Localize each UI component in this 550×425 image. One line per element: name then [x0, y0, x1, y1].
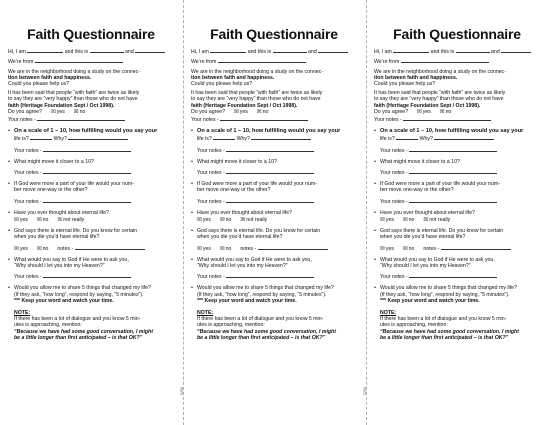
- question-3: [191, 181, 357, 193]
- yes-option: yes: [385, 217, 394, 224]
- why-label: Why?: [53, 136, 67, 143]
- not-really-option: not really: [246, 217, 268, 224]
- intro-hi-label: Hi, I am: [8, 49, 26, 55]
- note-text: If there has been a lot of dialogue and you know 5 min-: [14, 316, 141, 323]
- question-text: On a scale of 1 – 10, how fulfilling would you say your: [197, 128, 341, 135]
- yes-option: yes: [19, 217, 28, 224]
- notes-blank[interactable]: [43, 168, 131, 174]
- question-text: (If they ask, “how long”, respond by saying, “5 minutes”).: [380, 291, 510, 298]
- notes-blank[interactable]: [220, 115, 308, 121]
- checkbox-icon[interactable]: ☒: [423, 217, 429, 224]
- claim-text: It has been said that people “with faith” are twice as likely: [374, 90, 506, 97]
- note-quote-text: “Because we have had some good conversation, I might: [197, 328, 336, 335]
- answer-blank[interactable]: [68, 134, 128, 140]
- question-text: God says there is eternal life. Do you know for certain: [380, 228, 504, 235]
- notes-blank[interactable]: [441, 244, 511, 250]
- bullet-icon: •: [191, 128, 193, 135]
- bullet-icon: •: [374, 256, 376, 263]
- name-blank[interactable]: [27, 47, 63, 53]
- from-blank[interactable]: [35, 57, 123, 63]
- notes-label: Your notes -: [197, 274, 225, 281]
- notes-label: Your notes -: [197, 198, 225, 205]
- claim-text: It has been said that people “with faith” are twice as likely: [8, 90, 140, 97]
- question-text: God says there is eternal life. Do you know for certain: [197, 228, 321, 235]
- question-text: Have you ever thought about eternal life?: [197, 209, 292, 216]
- question-text: Have you ever thought about eternal life?: [380, 209, 475, 216]
- answer-blank[interactable]: [213, 134, 235, 140]
- question-1: [374, 128, 540, 142]
- question-text: God says there is eternal life. Do you know for certain: [14, 228, 138, 235]
- question-7: [191, 285, 357, 304]
- question-7: [8, 285, 174, 304]
- help-request-text: Could you please help us?: [374, 81, 436, 87]
- bullet-icon: •: [8, 285, 10, 292]
- no-option: no: [42, 217, 49, 224]
- notes-blank[interactable]: [409, 272, 497, 278]
- question-2: [8, 159, 174, 165]
- bullet-icon: •: [374, 228, 376, 235]
- notes-line: [14, 168, 174, 176]
- bullet-icon: •: [8, 158, 10, 165]
- note-quote-text: be a little longer than first anticipated – is that OK?”: [380, 334, 509, 341]
- agree-question: Do you agree?: [8, 108, 43, 115]
- intro-line: [191, 47, 357, 55]
- checkbox-icon[interactable]: ☒: [219, 245, 225, 252]
- card-title: Faith Questionnaire: [27, 26, 155, 42]
- checkbox-icon[interactable]: ☒: [36, 245, 42, 252]
- note-text: utes is approaching, mention:: [14, 322, 82, 329]
- answer-blank[interactable]: [396, 134, 418, 140]
- note-text: If there has been a lot of dialogue and you know 5 min-: [380, 316, 507, 323]
- question-6: [8, 257, 174, 269]
- notes-label: Your notes -: [380, 147, 408, 154]
- question-text: What would you say to God if He were to ask you,: [380, 256, 495, 263]
- note-body: [14, 316, 174, 328]
- notes-label: Your notes -: [191, 117, 219, 124]
- question-text: What would you say to God if He were to ask you,: [14, 256, 129, 263]
- from-blank[interactable]: [401, 57, 489, 63]
- name-blank[interactable]: [135, 47, 165, 53]
- checkbox-icon[interactable]: ☒: [50, 108, 56, 115]
- notes-blank[interactable]: [43, 146, 131, 152]
- question-6: [374, 257, 540, 269]
- checkbox-icon[interactable]: ☒: [233, 108, 239, 115]
- question-2: [191, 159, 357, 165]
- yes-option: yes: [239, 108, 248, 115]
- checkbox-icon[interactable]: ☒: [57, 217, 63, 224]
- name-blank[interactable]: [393, 47, 429, 53]
- form-code: [0, 387, 1, 395]
- question-text: life is?: [380, 136, 395, 143]
- intro-paragraph: [374, 69, 540, 88]
- form-code: 0203: [363, 387, 367, 395]
- question-text: life is?: [197, 136, 212, 143]
- note-heading: NOTE:: [380, 310, 397, 317]
- from-line: [191, 57, 357, 65]
- question-1: [191, 128, 357, 142]
- bullet-icon: •: [191, 228, 193, 235]
- notes-line: [380, 197, 540, 205]
- question-text: Would you allow me to share 5 things that changed my life?: [197, 285, 334, 292]
- question-5: [8, 228, 174, 240]
- notes-line: [8, 115, 174, 123]
- no-option: no: [408, 217, 415, 224]
- question-text: What might move it closer to a 10?: [197, 158, 277, 165]
- note-quote-text: “Because we have had some good conversation, I might: [380, 328, 519, 335]
- options-line: [380, 244, 540, 252]
- card-title: Faith Questionnaire: [210, 26, 338, 42]
- checkbox-icon[interactable]: ☒: [240, 217, 246, 224]
- notes-blank[interactable]: [43, 197, 131, 203]
- intro-paragraph: [8, 69, 174, 88]
- from-label: We’re from: [374, 59, 400, 66]
- questionnaire-card: [8, 0, 174, 425]
- yes-option: yes: [422, 108, 431, 115]
- question-4: [191, 210, 357, 216]
- reminder-text: *** Keep your word and watch your time.: [197, 297, 297, 304]
- intro-hi-label: Hi, I am: [191, 49, 209, 55]
- note-quote: [197, 329, 357, 341]
- notes-line: [197, 197, 357, 205]
- claim-source: faith (Heritage Foundation Sept / Oct 1998).: [8, 102, 115, 109]
- checkbox-icon[interactable]: ☒: [14, 217, 19, 224]
- notes-line: [380, 272, 540, 280]
- from-label: We’re from: [191, 59, 217, 66]
- not-really-option: not really: [63, 217, 85, 224]
- notes-label: notes -: [57, 245, 74, 252]
- no-option: no: [225, 217, 232, 224]
- notes-line: [197, 168, 357, 176]
- no-option: no: [42, 245, 49, 252]
- bullet-icon: •: [374, 128, 376, 135]
- notes-label: Your notes -: [14, 198, 42, 205]
- question-4: [8, 210, 174, 216]
- checkbox-icon[interactable]: ☒: [402, 217, 408, 224]
- intro-text: We are in the neighborhood doing a study on the connec-: [374, 68, 506, 75]
- claim-source: faith (Heritage Foundation Sept / Oct 1998).: [191, 102, 298, 109]
- notes-label: Your notes -: [380, 198, 408, 205]
- checkbox-icon[interactable]: ☒: [416, 108, 422, 115]
- checkbox-icon[interactable]: ☒: [36, 217, 42, 224]
- question-text: What would you say to God if He were to ask you,: [197, 256, 312, 263]
- bullet-icon: •: [374, 181, 376, 188]
- note-quote: [14, 329, 174, 341]
- bullet-icon: •: [191, 181, 193, 188]
- notes-line: [14, 272, 174, 280]
- question-text: when you die you’d have eternal life?: [380, 234, 466, 241]
- note-quote-text: be a little longer than first anticipated – is that OK?”: [197, 334, 326, 341]
- question-text: On a scale of 1 – 10, how fulfilling would you say your: [14, 128, 158, 135]
- question-text: What might move it closer to a 10?: [380, 158, 460, 165]
- notes-blank[interactable]: [226, 272, 314, 278]
- question-1: [8, 128, 174, 142]
- intro-text-bold: tion between faith and happiness.: [191, 74, 275, 81]
- question-7: [374, 285, 540, 304]
- intro-and-label: and: [308, 49, 317, 55]
- note-body: [380, 316, 540, 328]
- questionnaire-card: [363, 0, 540, 425]
- note-heading: NOTE:: [14, 310, 31, 317]
- name-blank[interactable]: [501, 47, 531, 53]
- answer-blank[interactable]: [30, 134, 52, 140]
- notes-label: Your notes -: [197, 170, 225, 177]
- question-4: [374, 210, 540, 216]
- question-2: [374, 159, 540, 165]
- question-3: [8, 181, 174, 193]
- not-really-option: not really: [429, 217, 451, 224]
- bullet-icon: •: [374, 158, 376, 165]
- bullet-icon: •: [8, 209, 10, 216]
- question-text: If God were more a part of your life would your num-: [380, 181, 500, 188]
- notes-line: [380, 146, 540, 154]
- intro-paragraph: [191, 69, 357, 88]
- question-6: [191, 257, 357, 269]
- bullet-icon: •: [374, 209, 376, 216]
- question-text: Would you allow me to share 5 things that changed my life?: [380, 285, 517, 292]
- question-text: life is?: [14, 136, 29, 143]
- checkbox-icon[interactable]: ☒: [380, 245, 385, 252]
- claim-paragraph: [191, 90, 357, 109]
- notes-label: Your notes -: [197, 147, 225, 154]
- note-quote-text: “Because we have had some good conversation, I might: [14, 328, 153, 335]
- notes-line: [380, 168, 540, 176]
- notes-blank[interactable]: [403, 115, 491, 121]
- name-blank[interactable]: [210, 47, 246, 53]
- claim-text: to say they are “very happy” than those who do not have: [8, 96, 138, 103]
- notes-blank[interactable]: [43, 272, 131, 278]
- notes-label: Your notes -: [14, 274, 42, 281]
- notes-label: notes -: [423, 245, 440, 252]
- bullet-icon: •: [191, 158, 193, 165]
- checkbox-icon[interactable]: ☒: [73, 108, 79, 115]
- notes-label: Your notes -: [8, 117, 36, 124]
- question-text: If God were more a part of your life would your num-: [14, 181, 134, 188]
- note-quote-text: be a little longer than first anticipated – is that OK?”: [14, 334, 143, 341]
- notes-line: [191, 115, 357, 123]
- claim-source: faith (Heritage Foundation Sept / Oct 1998).: [374, 102, 481, 109]
- name-blank[interactable]: [273, 47, 307, 53]
- from-line: [8, 57, 174, 65]
- question-text: What might move it closer to a 10?: [14, 158, 94, 165]
- checkbox-icon[interactable]: ☒: [219, 217, 225, 224]
- notes-blank[interactable]: [409, 168, 497, 174]
- question-text: Would you allow me to share 5 things that changed my life?: [14, 285, 151, 292]
- claim-paragraph: [8, 90, 174, 109]
- yes-option: yes: [385, 245, 394, 252]
- intro-text: We are in the neighborhood doing a study on the connec-: [191, 68, 323, 75]
- notes-blank[interactable]: [409, 197, 497, 203]
- intro-this-label: and this is: [430, 49, 455, 55]
- note-text: If there has been a lot of dialogue and you know 5 min-: [197, 316, 324, 323]
- yes-option: yes: [202, 245, 211, 252]
- note-heading: NOTE:: [197, 310, 214, 317]
- notes-label: Your notes -: [374, 117, 402, 124]
- notes-blank[interactable]: [75, 244, 145, 250]
- intro-text-bold: tion between faith and happiness.: [374, 74, 458, 81]
- intro-hi-label: Hi, I am: [374, 49, 392, 55]
- question-3: [374, 181, 540, 193]
- checkbox-icon[interactable]: ☒: [402, 245, 408, 252]
- claim-paragraph: [374, 90, 540, 109]
- notes-blank[interactable]: [226, 146, 314, 152]
- note-text: utes is approaching, mention:: [197, 322, 265, 329]
- intro-this-label: and this is: [64, 49, 89, 55]
- notes-line: [197, 146, 357, 154]
- question-text: ber move one-way or the other?: [380, 187, 454, 194]
- notes-line: [374, 115, 540, 123]
- no-option: no: [262, 108, 269, 115]
- notes-blank[interactable]: [37, 115, 125, 121]
- intro-this-label: and this is: [247, 49, 272, 55]
- question-text: Have you ever thought about eternal life?: [14, 209, 109, 216]
- notes-label: Your notes -: [14, 147, 42, 154]
- notes-label: Your notes -: [380, 170, 408, 177]
- why-label: Why?: [419, 136, 433, 143]
- bullet-icon: •: [8, 228, 10, 235]
- bullet-icon: •: [191, 209, 193, 216]
- options-line: [14, 244, 174, 252]
- notes-label: Your notes -: [380, 274, 408, 281]
- reminder-text: *** Keep your word and watch your time.: [14, 297, 114, 304]
- notes-blank[interactable]: [258, 244, 328, 250]
- help-request-text: Could you please help us?: [8, 81, 70, 87]
- yes-option: yes: [56, 108, 65, 115]
- from-label: We’re from: [8, 59, 34, 66]
- bullet-icon: •: [8, 128, 10, 135]
- note-body: [197, 316, 357, 328]
- cut-line: [366, 0, 367, 425]
- notes-blank[interactable]: [409, 146, 497, 152]
- from-blank[interactable]: [218, 57, 306, 63]
- question-text: ber move one-way or the other?: [14, 187, 88, 194]
- checkbox-icon[interactable]: ☒: [256, 108, 262, 115]
- claim-text: to say they are “very happy” than those who do not have: [374, 96, 504, 103]
- question-text: “Why should I let you into my Heaven?”: [14, 263, 105, 270]
- help-request-text: Could you please help us?: [191, 81, 253, 87]
- no-option: no: [79, 108, 86, 115]
- yes-option: yes: [19, 245, 28, 252]
- question-text: (If they ask, “how long”, respond by saying, “5 minutes”).: [197, 291, 327, 298]
- notes-line: [14, 197, 174, 205]
- checkbox-icon[interactable]: ☒: [197, 217, 202, 224]
- name-blank[interactable]: [318, 47, 348, 53]
- question-text: (If they ask, “how long”, respond by saying, “5 minutes”).: [14, 291, 144, 298]
- notes-label: Your notes -: [14, 170, 42, 177]
- note-text: utes is approaching, mention:: [380, 322, 448, 329]
- intro-line: [8, 47, 174, 55]
- bullet-icon: •: [8, 256, 10, 263]
- answer-blank[interactable]: [251, 134, 311, 140]
- cut-line: [183, 0, 184, 425]
- name-blank[interactable]: [90, 47, 124, 53]
- checkbox-icon[interactable]: ☒: [14, 245, 19, 252]
- yes-option: yes: [202, 217, 211, 224]
- question-5: [191, 228, 357, 240]
- notes-line: [14, 146, 174, 154]
- options-line: [14, 217, 174, 223]
- options-line: [197, 244, 357, 252]
- question-text: when you die you’d have eternal life?: [14, 234, 100, 241]
- questionnaire-card: [180, 0, 357, 425]
- notes-blank[interactable]: [226, 168, 314, 174]
- claim-text: It has been said that people “with faith” are twice as likely: [191, 90, 323, 97]
- checkbox-icon[interactable]: ☒: [197, 245, 202, 252]
- notes-label: notes -: [240, 245, 257, 252]
- from-line: [374, 57, 540, 65]
- reminder-text: *** Keep your word and watch your time.: [380, 297, 480, 304]
- intro-and-label: and: [491, 49, 500, 55]
- bullet-icon: •: [8, 181, 10, 188]
- question-text: ber move one-way or the other?: [197, 187, 271, 194]
- bullet-icon: •: [191, 256, 193, 263]
- options-line: [197, 217, 357, 223]
- why-label: Why?: [236, 136, 250, 143]
- notes-line: [197, 272, 357, 280]
- options-line: [380, 217, 540, 223]
- question-text: “Why should I let you into my Heaven?”: [380, 263, 471, 270]
- checkbox-icon[interactable]: ☒: [380, 217, 385, 224]
- question-text: If God were more a part of your life would your num-: [197, 181, 317, 188]
- question-5: [374, 228, 540, 240]
- intro-and-label: and: [125, 49, 134, 55]
- card-title: Faith Questionnaire: [393, 26, 521, 42]
- intro-text-bold: tion between faith and happiness.: [8, 74, 92, 81]
- no-option: no: [445, 108, 452, 115]
- intro-line: [374, 47, 540, 55]
- agree-question: Do you agree?: [374, 108, 409, 115]
- bullet-icon: •: [374, 285, 376, 292]
- intro-text: We are in the neighborhood doing a study on the connec-: [8, 68, 140, 75]
- claim-text: to say they are “very happy” than those who do not have: [191, 96, 321, 103]
- checkbox-icon[interactable]: ☒: [439, 108, 445, 115]
- question-text: On a scale of 1 – 10, how fulfilling would you say your: [380, 128, 524, 135]
- note-quote: [380, 329, 540, 341]
- name-blank[interactable]: [456, 47, 490, 53]
- answer-blank[interactable]: [434, 134, 494, 140]
- question-text: when you die you’d have eternal life?: [197, 234, 283, 241]
- form-code: 0203: [180, 387, 184, 395]
- no-option: no: [408, 245, 415, 252]
- bullet-icon: •: [191, 285, 193, 292]
- agree-question: Do you agree?: [191, 108, 226, 115]
- question-text: “Why should I let you into my Heaven?”: [197, 263, 288, 270]
- no-option: no: [225, 245, 232, 252]
- notes-blank[interactable]: [226, 197, 314, 203]
